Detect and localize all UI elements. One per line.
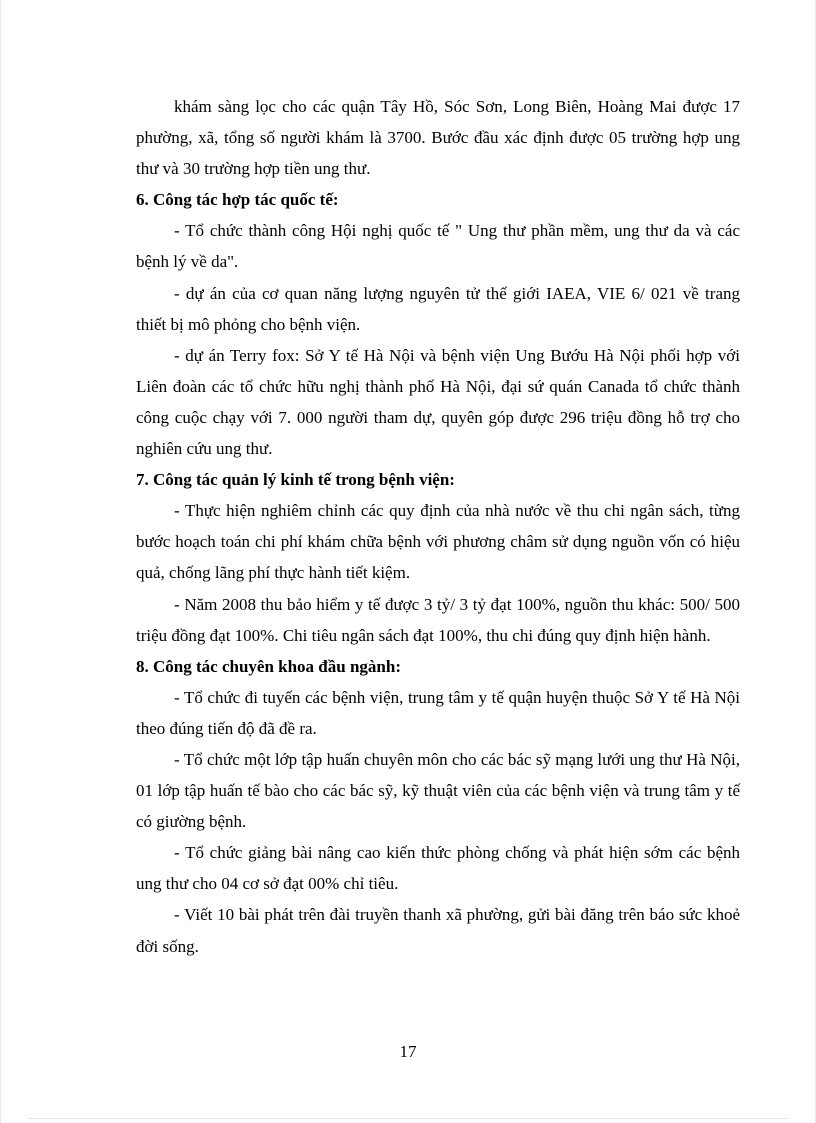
page-bottom-divider [28,1118,788,1119]
paragraph: khám sàng lọc cho các quận Tây Hồ, Sóc Sơn, Long Biên, Hoàng Mai được 17 phường, xã, tổng số người khám là 3700. Bước đầu xác định được 05 trường hợp ung thư và 30 trường hợp tiền ung thư. [136,97,740,179]
paragraph: - dự án của cơ quan năng lượng nguyên tử thế giới IAEA, VIE 6/ 021 về trang thiết bị mô phỏng cho bệnh viện. [136,283,740,334]
paragraph: - Tổ chức thành công Hội nghị quốc tế " Ung thư phần mềm, ung thư da và các bệnh lý về da". [136,221,740,272]
section-heading: 7. Công tác quản lý kinh tế trong bệnh viện: [136,470,455,490]
paragraph: - Tổ chức một lớp tập huấn chuyên môn cho các bác sỹ mạng lưới ung thư Hà Nội, 01 lớp tập huấn tế bào cho các bác sỹ, kỹ thuật viên của các bệnh viện và trung tâm y tế có giường bệnh. [136,749,740,832]
paragraph: - dự án Terry fox: Sở Y tế Hà Nội và bệnh viện Ung Bướu Hà Nội phối hợp với Liên đoàn các tổ chức hữu nghị thành phố Hà Nội, đại sứ quán Canada tổ chức thành công cuộc chạy với 7. 000 người tham dự, quyên góp được 296 triệu đồng hỗ trợ cho nghiên cứu ung thư. [136,345,740,459]
section-heading: 6. Công tác hợp tác quốc tế: [136,190,339,210]
paragraph: - Năm 2008 thu bảo hiểm y tế được 3 tỷ/ 3 tỷ đạt 100%, nguồn thu khác: 500/ 500 triệu đồng đạt 100%. Chi tiêu ngân sách đạt 100%, thu chi đúng quy định hiện hành. [136,594,740,645]
section-heading: 8. Công tác chuyên khoa đầu ngành: [136,656,401,676]
paragraph: - Tổ chức đi tuyến các bệnh viện, trung tâm y tế quận huyện thuộc Sở Y tế Hà Nội theo đúng tiến độ đã đề ra. [136,687,740,738]
document-body [136,91,740,962]
paragraph: - Thực hiện nghiêm chỉnh các quy định của nhà nước về thu chi ngân sách, từng bước hoạch toán chi phí khám chữa bệnh với phương châm sử dụng nguồn vốn có hiệu quả, chống lãng phí thực hành tiết kiệm. [136,501,740,583]
page-number: 17 [399,1042,417,1061]
paragraph: - Viết 10 bài phát trên đài truyền thanh xã phường, gửi bài đăng trên báo sức khoẻ đời sống. [136,905,740,956]
paragraph: - Tổ chức giảng bài nâng cao kiến thức phòng chống và phát hiện sớm các bệnh ung thư cho 04 cơ sở đạt 00% chỉ tiêu. [136,843,740,894]
